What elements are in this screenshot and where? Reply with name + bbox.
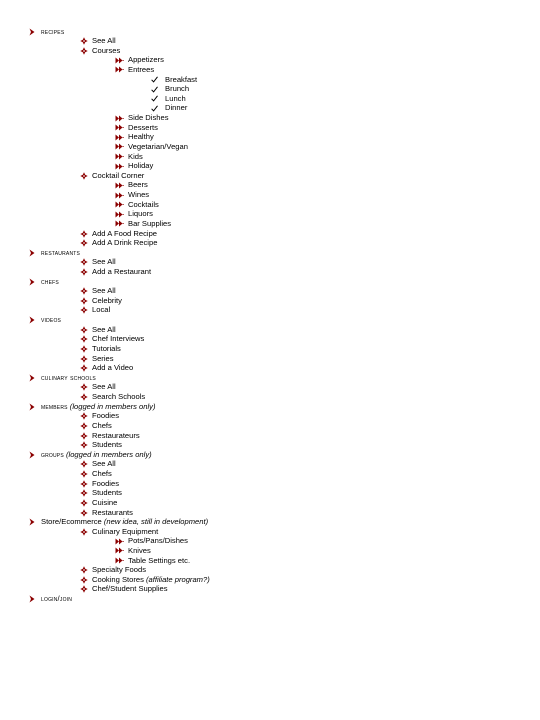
outline-item-label: Pots/Pans/Dishes xyxy=(128,536,188,546)
diamond-bullet-icon xyxy=(79,382,89,392)
outline-item-text xyxy=(92,354,114,364)
outline-item-label: See All xyxy=(92,459,116,469)
diamond-bullet-icon xyxy=(79,584,89,594)
double-arrow-bullet-icon xyxy=(114,132,124,142)
outline-item-label: Celebrity xyxy=(92,295,122,305)
outline-item-text xyxy=(128,209,153,219)
right-arrow-bullet-icon xyxy=(27,402,37,412)
outline-item-label: Cocktail Corner xyxy=(92,170,145,180)
outline-item-text xyxy=(92,325,116,335)
outline-item-text xyxy=(92,392,145,402)
outline-item-text xyxy=(128,200,159,210)
outline-item-label: Breakfast xyxy=(165,74,198,84)
outline-item-label: Bar Supplies xyxy=(128,218,172,228)
outline-item-label: groups xyxy=(41,449,64,459)
outline-item-text xyxy=(92,498,117,508)
outline-item-label: See All xyxy=(92,382,116,392)
outline-item-label: See All xyxy=(92,324,116,334)
outline-item-label: Search Schools xyxy=(92,392,146,402)
diamond-bullet-icon xyxy=(79,565,89,575)
diamond-bullet-icon xyxy=(79,286,89,296)
outline-item-text xyxy=(92,257,116,267)
outline-item-text xyxy=(92,508,133,518)
outline-item-label: Tutorials xyxy=(92,343,121,353)
double-arrow-bullet-icon xyxy=(114,556,124,566)
outline-item-text xyxy=(92,479,119,489)
outline-item-label: Chefs xyxy=(92,420,112,430)
outline-item-label: Holiday xyxy=(128,161,154,171)
outline-item-label: Lunch xyxy=(165,93,186,103)
right-arrow-bullet-icon xyxy=(27,373,37,383)
outline-item-label: Foodies xyxy=(92,411,120,421)
outline-item-label: Cuisine xyxy=(92,497,118,507)
double-arrow-bullet-icon xyxy=(114,546,124,556)
right-arrow-bullet-icon xyxy=(27,277,37,287)
outline-item-label: Restaurants xyxy=(92,507,133,517)
diamond-bullet-icon xyxy=(79,363,89,373)
outline-item-text xyxy=(92,411,119,421)
outline-item-label: Chef Interviews xyxy=(92,334,145,344)
outline-item-text xyxy=(92,36,116,46)
outline-item-text xyxy=(41,248,80,258)
outline-item-text xyxy=(128,219,171,229)
outline-item-text xyxy=(92,584,168,594)
outline-item-text xyxy=(41,315,61,325)
double-arrow-bullet-icon xyxy=(114,209,124,219)
double-arrow-bullet-icon xyxy=(114,152,124,162)
outline-item-text xyxy=(92,527,158,537)
outline-item-text xyxy=(92,334,144,344)
outline-item-label: Beers xyxy=(128,180,148,190)
outline-item-text xyxy=(128,65,154,75)
outline-item-label: restaurants xyxy=(41,247,81,257)
check-mark-bullet-icon xyxy=(149,103,159,113)
right-arrow-bullet-icon xyxy=(27,27,37,37)
diamond-bullet-icon xyxy=(79,440,89,450)
outline-item-text xyxy=(92,296,122,306)
outline-item-label: Wines xyxy=(128,190,150,200)
outline-item-text xyxy=(128,113,169,123)
right-arrow-bullet-icon xyxy=(27,315,37,325)
outline-item-label: Restaurateurs xyxy=(92,430,140,440)
outline-item-label: chefs xyxy=(41,276,59,286)
double-arrow-bullet-icon xyxy=(114,65,124,75)
diamond-bullet-icon xyxy=(79,325,89,335)
diamond-bullet-icon xyxy=(79,257,89,267)
outline-item-text xyxy=(41,277,59,287)
outline-item-label: Culinary Equipment xyxy=(92,526,159,536)
diamond-bullet-icon xyxy=(79,411,89,421)
outline-item-label: Desserts xyxy=(128,122,158,132)
outline-item-label: Dinner xyxy=(165,103,188,113)
outline-item-text xyxy=(128,55,164,65)
outline-item-label: Add A Food Recipe xyxy=(92,228,158,238)
diamond-bullet-icon xyxy=(79,36,89,46)
outline-item-label: Students xyxy=(92,440,122,450)
outline-item-text xyxy=(41,402,155,412)
outline-item-note: (logged in members only) xyxy=(67,401,156,411)
outline-item-text xyxy=(128,152,143,162)
outline-item-text xyxy=(41,517,208,527)
diamond-bullet-icon xyxy=(79,469,89,479)
diamond-bullet-icon xyxy=(79,488,89,498)
outline-item-text xyxy=(92,565,146,575)
double-arrow-bullet-icon xyxy=(114,536,124,546)
outline-item-text xyxy=(92,344,121,354)
outline-item-text xyxy=(92,440,122,450)
outline-item-text xyxy=(92,421,112,431)
outline-item-text xyxy=(128,161,153,171)
diamond-bullet-icon xyxy=(79,171,89,181)
diamond-bullet-icon xyxy=(79,334,89,344)
right-arrow-bullet-icon xyxy=(27,517,37,527)
outline-item-text xyxy=(92,469,112,479)
outline-item-label: Chef/Student Supplies xyxy=(92,584,168,594)
outline-item-text xyxy=(92,459,116,469)
outline-item-text xyxy=(92,488,122,498)
outline-item-label: Chefs xyxy=(92,469,112,479)
right-arrow-bullet-icon xyxy=(27,248,37,258)
outline-item-label: See All xyxy=(92,36,116,46)
outline-item-label: Appetizers xyxy=(128,55,164,65)
outline-item-label: Entrees xyxy=(128,64,155,74)
outline-item-text xyxy=(41,594,72,604)
outline-item-text xyxy=(128,132,154,142)
outline-item-label: videos xyxy=(41,315,62,325)
outline-item-label: Store/Ecommerce xyxy=(41,517,102,527)
double-arrow-bullet-icon xyxy=(114,55,124,65)
outline-item-label: Vegetarian/Vegan xyxy=(128,141,188,151)
outline-item-text xyxy=(128,142,188,152)
outline-item-text xyxy=(165,84,189,94)
outline-item-label: Add a Restaurant xyxy=(92,267,152,276)
outline-item-label: recipes xyxy=(41,26,65,36)
outline-item-text xyxy=(92,575,210,585)
outline-item-label: Local xyxy=(92,305,111,315)
double-arrow-bullet-icon xyxy=(114,200,124,210)
outline-item-text xyxy=(165,75,197,85)
outline-item-label: See All xyxy=(92,286,116,296)
diamond-bullet-icon xyxy=(79,229,89,239)
outline-item-label: Brunch xyxy=(165,84,190,94)
outline-item-label: Series xyxy=(92,353,114,363)
double-arrow-bullet-icon xyxy=(114,123,124,133)
outline-item-text xyxy=(128,180,148,190)
diamond-bullet-icon xyxy=(79,238,89,248)
double-arrow-bullet-icon xyxy=(114,142,124,152)
outline-item-label: Specialty Foods xyxy=(92,565,147,575)
diamond-bullet-icon xyxy=(79,267,89,277)
outline-item-note: (logged in members only) xyxy=(63,449,152,459)
diamond-bullet-icon xyxy=(79,459,89,469)
outline-item-label: Foodies xyxy=(92,478,120,488)
outline-item-text xyxy=(165,94,186,104)
outline-item-text xyxy=(128,123,158,133)
double-arrow-bullet-icon xyxy=(114,180,124,190)
outline-item-label: Cooking Stores xyxy=(92,574,144,584)
outline-item-text xyxy=(41,27,64,37)
outline-item-label: login/join xyxy=(41,594,73,604)
diamond-bullet-icon xyxy=(79,508,89,518)
outline-item-text xyxy=(165,103,187,113)
diamond-bullet-icon xyxy=(79,575,89,585)
diamond-bullet-icon xyxy=(79,46,89,56)
outline-item-label: Courses xyxy=(92,45,121,55)
outline-item-text xyxy=(92,46,120,56)
diamond-bullet-icon xyxy=(79,431,89,441)
diamond-bullet-icon xyxy=(79,498,89,508)
outline-item-text xyxy=(92,305,110,315)
outline-item-text xyxy=(41,450,152,460)
diamond-bullet-icon xyxy=(79,305,89,315)
double-arrow-bullet-icon xyxy=(114,113,124,123)
right-arrow-bullet-icon xyxy=(27,450,37,460)
diamond-bullet-icon xyxy=(79,421,89,431)
outline-item-label: Students xyxy=(92,488,122,498)
diamond-bullet-icon xyxy=(79,296,89,306)
outline-item-label: Knives xyxy=(128,545,151,555)
outline-item-text xyxy=(128,546,151,556)
outline-item-text xyxy=(92,229,157,239)
outline-item-text xyxy=(92,363,133,373)
diamond-bullet-icon xyxy=(79,479,89,489)
outline-item-label: Add a Video xyxy=(92,363,134,373)
outline-item-label: See All xyxy=(92,257,116,267)
diamond-bullet-icon xyxy=(79,344,89,354)
outline-item-text xyxy=(92,267,151,277)
diamond-bullet-icon xyxy=(79,354,89,364)
check-mark-bullet-icon xyxy=(149,84,159,94)
outline-item-label: Healthy xyxy=(128,132,154,142)
outline-item-text xyxy=(92,171,144,181)
outline-item-label: members xyxy=(41,401,68,411)
outline-item-text xyxy=(92,238,157,248)
right-arrow-bullet-icon xyxy=(27,594,37,604)
double-arrow-bullet-icon xyxy=(114,161,124,171)
outline-item-text xyxy=(41,373,96,383)
double-arrow-bullet-icon xyxy=(114,219,124,229)
outline-item-label: Side Dishes xyxy=(128,113,169,123)
outline-item-text xyxy=(92,431,140,441)
outline-item-label: Table Settings etc. xyxy=(128,555,191,565)
outline-item-label: Cocktails xyxy=(128,199,159,209)
outline-item-label: Kids xyxy=(128,151,143,161)
diamond-bullet-icon xyxy=(79,527,89,537)
check-mark-bullet-icon xyxy=(149,94,159,104)
outline-item-text xyxy=(128,190,149,200)
outline-item-text xyxy=(92,382,116,392)
diamond-bullet-icon xyxy=(79,392,89,402)
outline-item-note: (new idea, still in development) xyxy=(101,517,209,527)
outline-item-note: (affiliate program?) xyxy=(143,574,210,584)
double-arrow-bullet-icon xyxy=(114,190,124,200)
outline-item-text xyxy=(128,536,188,546)
outline-item-label: culinary schools xyxy=(41,372,96,382)
outline-item-label: Add A Drink Recipe xyxy=(92,238,158,248)
outline-item-text xyxy=(92,286,116,296)
outline-item-text xyxy=(128,556,190,566)
check-mark-bullet-icon xyxy=(149,75,159,85)
outline-item-label: Liquors xyxy=(128,209,153,219)
